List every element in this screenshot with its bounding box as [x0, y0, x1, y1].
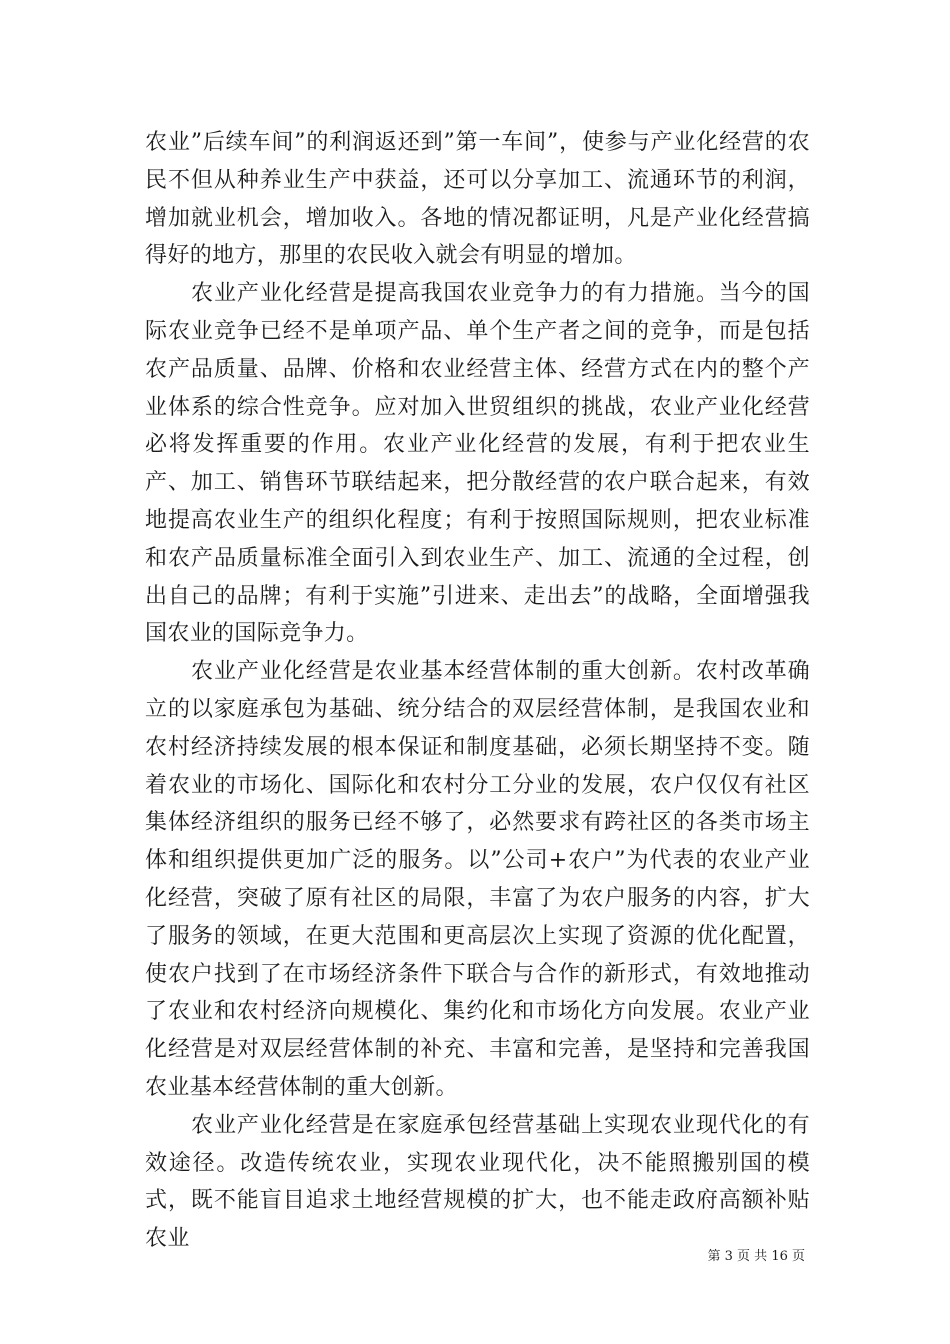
page-number-footer: 第 3 页 共 16 页 [707, 1249, 805, 1264]
paragraph: 农业产业化经营是农业基本经营体制的重大创新。农村改革确立的以家庭承包为基础、统分结合的双层经营体制，是我国农业和农村经济持续发展的根本保证和制度基础，必须长期坚持不变。随着农业的市场化、国际化和农村分工分业的发展，农户仅仅有社区集体经济组织的服务已经不够了，必然要求有跨社区的各类市场主体和组织提供更加广泛的服务。以”公司+农户”为代表的农业产业化经营，突破了原有社区的局限，丰富了为农户服务的内容，扩大了服务的领域，在更大范围和更高层次上实现了资源的优化配置，使农户找到了在市场经济条件下联合与合作的新形式，有效地推动了农业和农村经济向规模化、集约化和市场化方向发展。农业产业化经营是对双层经营体制的补充、丰富和完善，是坚持和完善我国农业基本经营体制的重大创新。 [145, 659, 810, 1100]
document-body [145, 124, 810, 1258]
paragraph-continued: 农业”后续车间”的利润返还到”第一车间”，使参与产业化经营的农民不但从种养业生产中获益，还可以分享加工、流通环节的利润，增加就业机会，增加收入。各地的情况都证明，凡是产业化经营搞得好的地方，那里的农民收入就会有明显的增加。 [145, 130, 810, 269]
paragraph: 农业产业化经营是在家庭承包经营基础上实现农业现代化的有效途径。改造传统农业，实现农业现代化，决不能照搬别国的模式，既不能盲目追求土地经营规模的扩大，也不能走政府高额补贴农业 [145, 1112, 810, 1252]
paragraph: 农业产业化经营是提高我国农业竞争力的有力措施。当今的国际农业竞争已经不是单项产品、单个生产者之间的竞争，而是包括农产品质量、品牌、价格和农业经营主体、经营方式在内的整个产业体系的综合性竞争。应对加入世贸组织的挑战，农业产业化经营必将发挥重要的作用。农业产业化经营的发展，有利于把农业生产、加工、销售环节联结起来，把分散经营的农户联合起来，有效地提高农业生产的组织化程度；有利于按照国际规则，把农业标准和农产品质量标准全面引入到农业生产、加工、流通的全过程，创出自己的品牌；有利于实施”引进来、走出去”的战略，全面增强我国农业的国际竞争力。 [145, 281, 810, 647]
